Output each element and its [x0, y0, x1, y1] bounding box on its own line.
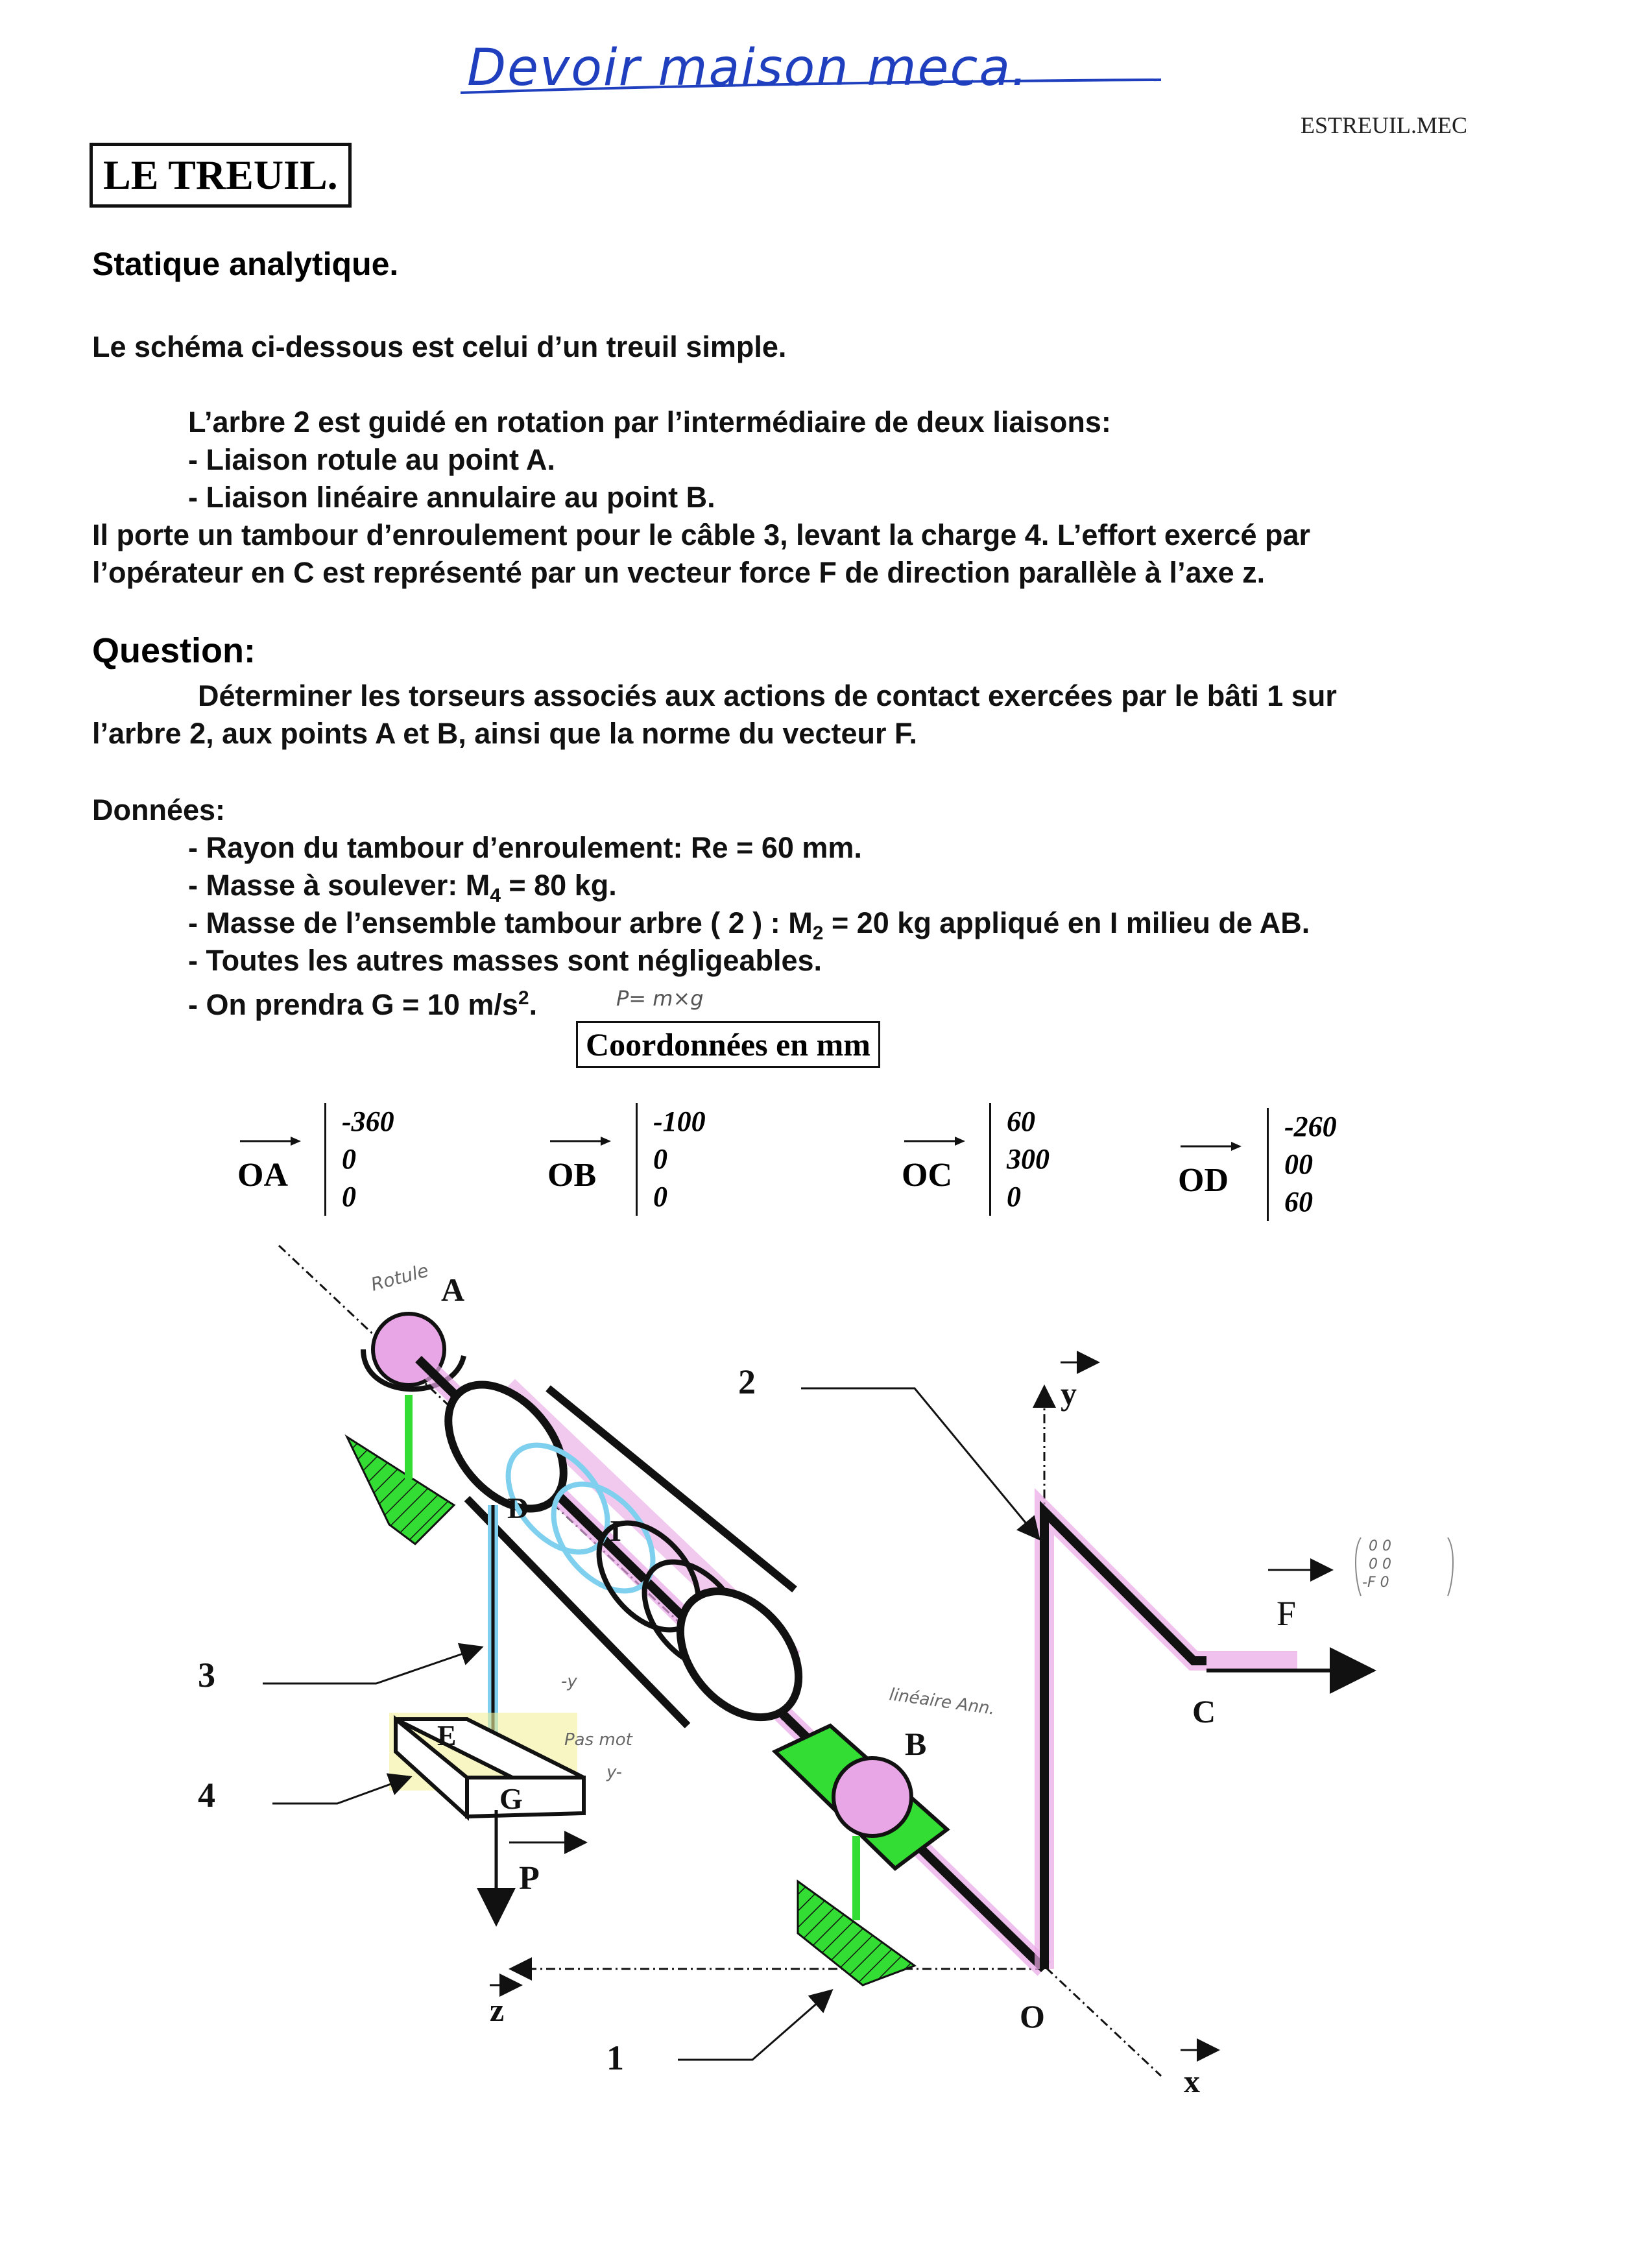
vector-ob-label: OB — [547, 1157, 597, 1194]
axis-z-label: z — [490, 1992, 505, 2028]
point-c-label: C — [1192, 1693, 1216, 1730]
part-3-label: 3 — [198, 1656, 215, 1695]
axis-y-label: y — [1061, 1375, 1077, 1412]
vector-oc-z: 0 — [1007, 1181, 1021, 1212]
donnees-heading: Données: — [92, 793, 226, 826]
vector-od-y: 00 — [1284, 1148, 1313, 1180]
point-a-label: A — [441, 1272, 465, 1308]
vector-ob-values — [636, 1103, 706, 1216]
intro-bullet-rotule: - Liaison rotule au point A. — [188, 443, 555, 476]
point-g-label: G — [499, 1782, 523, 1815]
crank-highlight — [1044, 1512, 1297, 1969]
pencil-pas-mot: Pas mot — [564, 1730, 632, 1750]
pencil-torseur-f — [1356, 1538, 1453, 1596]
vector-oc-label: OC — [902, 1157, 952, 1194]
part-2-label: 2 — [738, 1362, 756, 1401]
donnee-gravite: - On prendra G = 10 $m/s^2$. — [188, 987, 538, 1021]
intro-line-3a: Il porte un tambour d’enroulement pour le câble 3, levant la charge 4. L’effort exercé par — [92, 518, 1311, 551]
vector-arrow-icon — [903, 1131, 968, 1151]
weight-p-label: P — [519, 1860, 540, 1897]
svg-text:0 0: 0 0 — [1369, 1538, 1391, 1554]
vector-od-label: OD — [1178, 1162, 1229, 1199]
leader-part-3 — [263, 1648, 480, 1683]
intro-line-3b: l’opérateur en C est représenté par un vecteur force F de direction parallèle à l’axe z. — [92, 556, 1266, 589]
leader-part-4 — [272, 1778, 409, 1804]
axis-x-label: x — [1184, 2063, 1200, 2099]
point-b-label: B — [905, 1726, 927, 1762]
vector-oc-y: 300 — [1007, 1143, 1050, 1175]
vector-ob-x: -100 — [653, 1105, 706, 1137]
coordinates-box: Coordonnées en mm — [576, 1021, 880, 1068]
vector-arrow-icon — [1179, 1137, 1244, 1156]
part-4-label: 4 — [198, 1776, 215, 1815]
intro-guidance: L’arbre 2 est guidé en rotation par l’intermédiaire de deux liaisons: — [188, 405, 1111, 439]
vector-ob-y: 0 — [653, 1143, 667, 1175]
leader-part-1 — [678, 1992, 830, 2060]
svg-text:0 0: 0 0 — [1369, 1556, 1391, 1573]
vector-oa-label: OA — [237, 1157, 288, 1194]
pencil-rotule: Rotule — [368, 1259, 431, 1296]
intro-paragraph: Le schéma ci-dessous est celui d’un treuil simple. — [92, 330, 787, 363]
vector-ob-z: 0 — [653, 1181, 667, 1212]
vector-od-x: -260 — [1284, 1111, 1337, 1142]
intro-bullet-lineaire: - Liaison linéaire annulaire au point B. — [188, 481, 715, 514]
point-d-label: D — [507, 1491, 529, 1525]
load-charge-4 — [389, 1713, 584, 1816]
vector-oc-x: 60 — [1007, 1105, 1035, 1137]
vector-oc-values — [989, 1103, 1050, 1216]
vector-arrow-icon — [239, 1131, 304, 1151]
vector-arrow-icon — [549, 1131, 614, 1151]
donnee-masse-charge: - Masse à soulever: $M_4 = 80$ kg. — [188, 869, 617, 906]
force-f-label: F — [1277, 1594, 1297, 1633]
document-title: LE TREUIL. — [90, 143, 352, 208]
question-line-2: l’arbre 2, aux points A et B, ainsi que la norme du vecteur F. — [92, 717, 917, 750]
origin-o-label: O — [1020, 1998, 1045, 2034]
pencil-neg-y: -y — [561, 1672, 577, 1691]
part-1-label: 1 — [606, 2038, 624, 2077]
vector-oa-x: -360 — [342, 1105, 394, 1137]
section-subtitle: Statique analytique. — [92, 246, 399, 282]
donnee-rayon: - Rayon du tambour d’enroulement: Re = 60 mm. — [188, 831, 862, 864]
handwritten-underline — [454, 75, 1168, 101]
pencil-note-poids: P= m×g — [616, 986, 704, 1011]
frame-ground-a — [347, 1437, 454, 1544]
vector-od-z: 60 — [1284, 1186, 1313, 1218]
pencil-y-minus: y- — [606, 1763, 622, 1782]
vector-oa-y: 0 — [342, 1143, 356, 1175]
handwritten-title: Devoir maison meca. — [467, 39, 1029, 97]
point-e-label: E — [437, 1720, 457, 1752]
point-i-label: I — [610, 1514, 621, 1547]
leader-part-2 — [801, 1388, 1038, 1538]
question-heading: Question: — [92, 631, 256, 670]
pencil-lineaire: linéaire Ann. — [888, 1685, 996, 1719]
donnee-masse-arbre: - Masse de l’ensemble tambour arbre ( 2 ) : $M_2 = 20$ kg appliqué en I milieu de AB. — [188, 906, 1310, 944]
vector-oa-z: 0 — [342, 1181, 356, 1212]
document-reference: ESTREUIL.MEC — [1301, 112, 1467, 138]
vector-oa-values — [324, 1103, 394, 1216]
svg-text:-F 0: -F 0 — [1362, 1574, 1389, 1591]
treuil-diagram — [0, 1220, 1632, 2128]
vector-od-values — [1267, 1108, 1337, 1221]
question-line-1: Déterminer les torseurs associés aux actions de contact exercées par le bâti 1 sur — [198, 679, 1337, 712]
donnee-autres-masses: - Toutes les autres masses sont négligeables. — [188, 944, 822, 977]
